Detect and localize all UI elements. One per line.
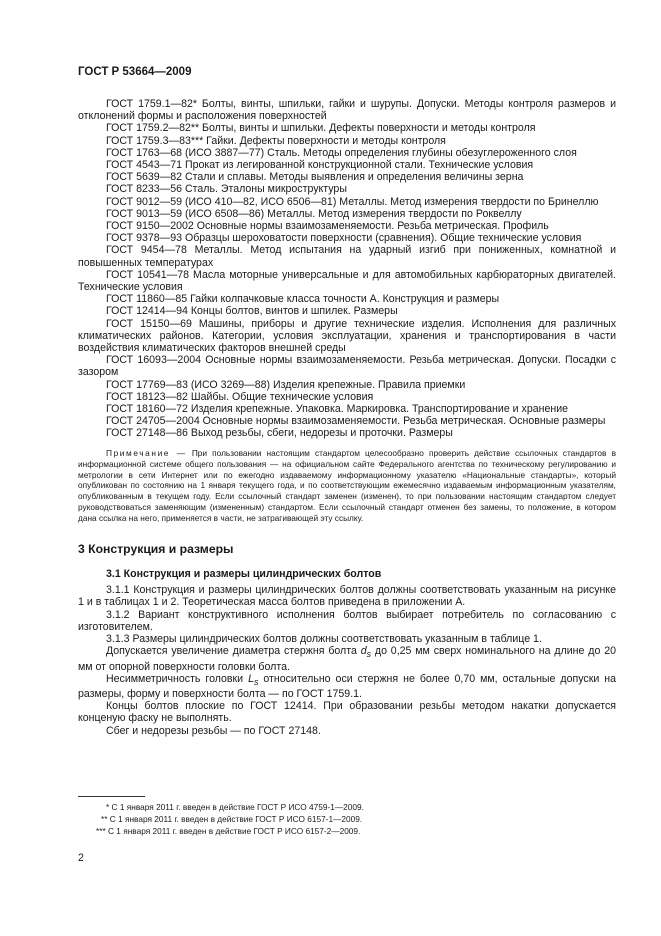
ref-item: ГОСТ 11860—85 Гайки колпачковые класса точности А. Конструкция и размеры (106, 293, 500, 306)
note-label: Примечание — (106, 447, 187, 458)
ref-item: ГОСТ 10541—78 Масла моторные универсальные и для автомобильных карбюраторных двигателей. Технические условия (78, 268, 616, 294)
ref-item: ГОСТ 4543—71 Прокат из легированной конструкционной стали. Технические условия (106, 159, 534, 172)
ref-item: ГОСТ 18160—72 Изделия крепежные. Упаковка. Маркировка. Транспортирование и хранение (106, 403, 569, 416)
ref-item: ГОСТ 12414—94 Концы болтов, винтов и шпилек. Размеры (106, 305, 398, 318)
var-s: s (366, 649, 372, 660)
page-body (78, 98, 616, 737)
ref-item: ГОСТ 5639—82 Стали и сплавы. Методы выявления и определения величины зерна (106, 171, 524, 184)
ref-item: ГОСТ 1759.1—82* Болты, винты, шпильки, гайки и шурупы. Допуски. Методы контроля размеров и отклонений формы и расположения поверхностей (78, 98, 616, 123)
note-block (78, 448, 616, 524)
ref-item: ГОСТ 8233—56 Сталь. Эталоны микроструктуры (106, 183, 347, 196)
ref-item: ГОСТ 9012—59 (ИСО 410—82, ИСО 6506—81) Металлы. Метод измерения твердости по Бринеллю (106, 195, 599, 208)
page-header: ГОСТ Р 53664—2009 (78, 66, 192, 78)
ref-item: ГОСТ 9454—78 Металлы. Метод испытания на ударный изгиб при пониженных, комнатной и повышенных температурах (78, 244, 616, 269)
ref-item: ГОСТ 18123—82 Шайбы. Общие технические условия (106, 390, 374, 403)
subsection-heading: 3.1 Конструкция и размеры цилиндрических болтов (106, 568, 382, 581)
footnote-divider (78, 796, 145, 797)
paragraph-runout: Сбег и недорезы резьбы — по ГОСТ 27148. (106, 724, 321, 737)
ref-item: ГОСТ 16093—2004 Основные нормы взаимозаменяемости. Резьба метрическая. Допуски. Посадки с зазором (78, 354, 616, 379)
ref-item: ГОСТ 27148—86 Выход резьбы, сбеги, недорезы и проточки. Размеры (106, 427, 453, 440)
paragraph-ds: Допускается увеличение диаметра стержня болта $d_s$ до 0,25 мм сверх номинального на длине до 20 мм от опорной поверхности головки болта. (78, 645, 616, 673)
clause-3-1-3: 3.1.3 Размеры цилиндрических болтов должны соответствовать указанным в таблице 1. (106, 633, 542, 646)
note-text: При пользовании настоящим стандартом целесообразно проверить действие ссылочных стандартов в информационной системе общего пользования — на официальном сайте Федерального агентства по техническому регулированию и метрологии в сети Интернет или по ежегодно издаваемому информационному указателю «Национальные стандарты», который опубликован по состоянию на 1 января текущего года, и по соответствующим ежемесячно издаваемым информационным указателям, опубликованным в текущем году. Если ссылочный стандарт заменен (изменен), то при пользовании настоящим стандартом следует руководствоваться заменяющим (измененным) стандартом. Если ссылочный стандарт отменен без замены, то положение, в котором дана ссылка на него, применяется в части, не затрагивающей эту ссылку. (78, 447, 617, 524)
ref-item: ГОСТ 1759.2—82** Болты, винты и шпильки. Дефекты поверхности и методы контроля (106, 122, 536, 135)
paragraph-ls: Несимметричность головки $L_s$ относительно оси стержня не более 0,70 мм, остальные допуски на размеры, форму и поверхности болта — по ГОСТ 1759.1. (78, 672, 616, 701)
ref-item: ГОСТ 1759.3—83*** Гайки. Дефекты поверхности и методы контроля (106, 134, 446, 147)
ref-item: ГОСТ 9150—2002 Основные нормы взаимозаменяемости. Резьба метрическая. Профиль (106, 220, 549, 233)
ref-item: ГОСТ 24705—2004 Основные нормы взаимозаменяемости. Резьба метрическая. Основные размеры (106, 415, 606, 428)
clause-3-1-2: 3.1.2 Вариант конструктивного исполнения болтов выбирает потребитель по согласованию с изготовителем. (78, 608, 616, 633)
footnotes (78, 801, 616, 837)
var-d: d (360, 645, 367, 658)
ref-item: ГОСТ 15150—69 Машины, приборы и другие технические изделия. Исполнения для различных климатических районов. Категории, условия эксплуатации, хранения и транспортирования в части воздействия климатических факторов внешней среды (78, 317, 616, 355)
ref-item: ГОСТ 9013—59 (ИСО 6508—86) Металлы. Метод измерения твердости по Роквеллу (106, 207, 522, 220)
footnote-item: * С 1 января 2011 г. введен в действие ГОСТ Р ИСО 4759-1—2009. (106, 802, 364, 812)
var-l: L (248, 672, 254, 685)
ref-item: ГОСТ 9378—93 Образцы шероховатости поверхности (сравнения). Общие технические условия (106, 232, 582, 245)
footnote-item: ** С 1 января 2011 г. введен в действие ГОСТ Р ИСО 6157-1—2009. (101, 814, 363, 824)
ref-item: ГОСТ 17769—83 (ИСО 3269—88) Изделия крепежные. Правила приемки (106, 378, 466, 391)
paragraph-ends: Концы болтов плоские по ГОСТ 12414. При образовании резьбы методом накатки допускается конценую фаску не выполнять. (78, 700, 616, 725)
page-number: 2 (78, 852, 84, 864)
clause-3-1-1: 3.1.1 Конструкция и размеры цилиндрических болтов должны соответствовать указанным на рисунке 1 и в таблицах 1 и 2. Теоретическая масса болтов приведена в приложении А. (78, 584, 616, 609)
footnote-item: *** С 1 января 2011 г. введен в действие ГОСТ Р ИСО 6157-2—2009. (96, 826, 361, 836)
var-s: s (253, 676, 259, 687)
section-heading: 3 Конструкция и размеры (78, 542, 234, 557)
ref-item: ГОСТ 1763—68 (ИСО 3887—77) Сталь. Методы определения глубины обезуглероженного слоя (106, 146, 577, 159)
